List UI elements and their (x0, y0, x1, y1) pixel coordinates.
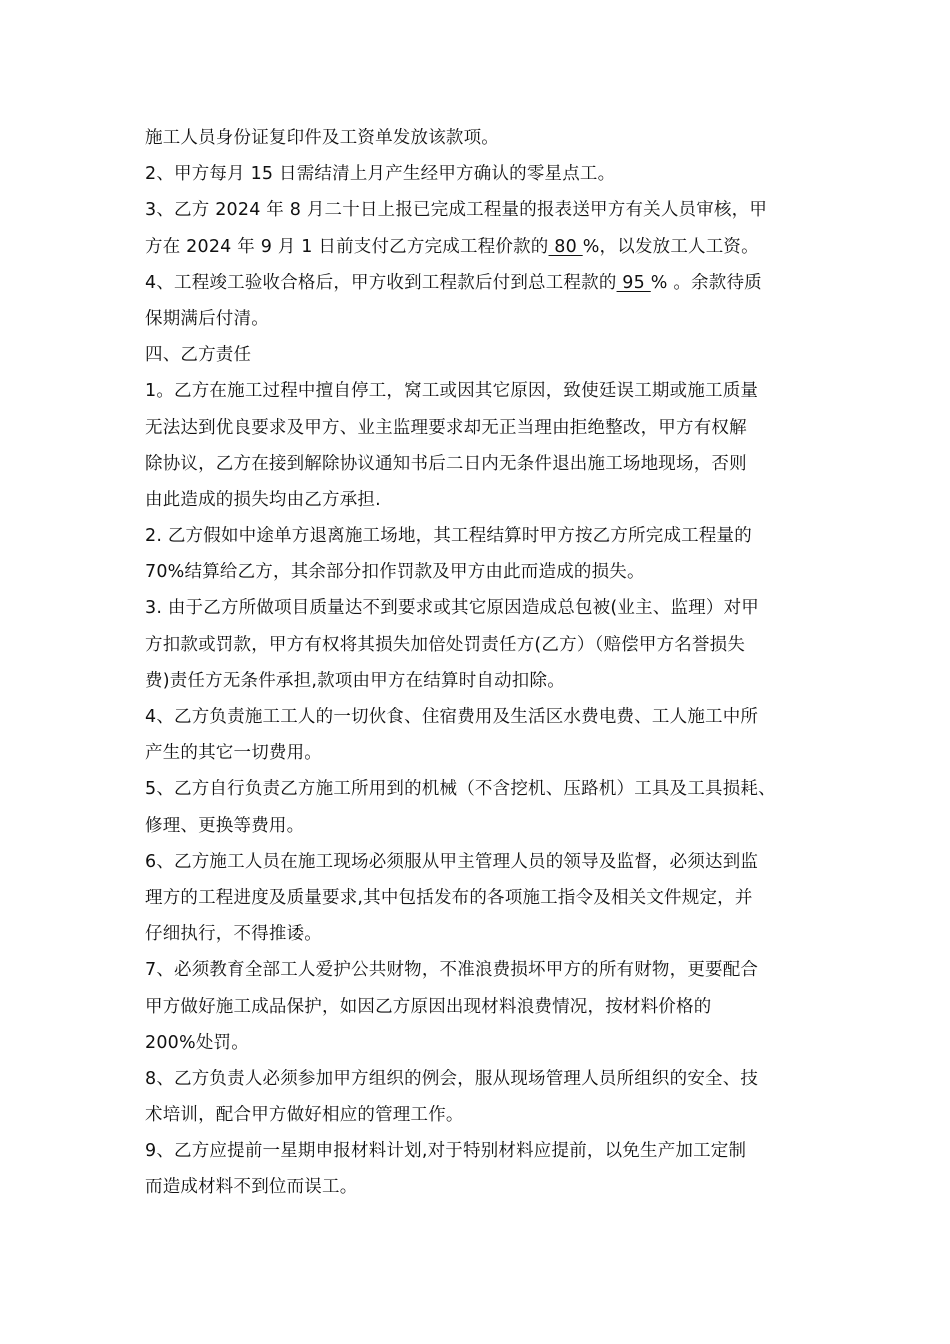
text-line (145, 265, 825, 301)
text-line (145, 663, 825, 699)
text-line (145, 880, 825, 916)
text-segment: 4、乙方负责施工工人的一切伙食、住宿费用及生活区水费电费、工人施工中所 (145, 707, 759, 727)
text-line (145, 916, 825, 952)
text-line (145, 482, 825, 518)
text-segment: 70%结算给乙方，其余部分扣作罚款及甲方由此而造成的损失。 (145, 562, 645, 583)
text-line (145, 554, 825, 590)
text-line (145, 301, 825, 337)
underlined-value: 95 (616, 272, 651, 293)
text-segment: 方扣款或罚款，甲方有权将其损失加倍处罚责任方(乙方）（赔偿甲方名誉损失 (145, 634, 746, 655)
text-line (145, 808, 825, 844)
text-segment: 方在 2024 年 9 月 1 日前支付乙方完成工程价款的 (145, 236, 549, 257)
text-segment: 1。乙方在施工过程中擅自停工，窝工或因其它原因，致使廷误工期或施工质量 (145, 381, 759, 402)
text-segment: 术培训，配合甲方做好相应的管理工作。 (145, 1105, 464, 1126)
text-segment: 7、必须教育全部工人爱护公共财物，不准浪费损坏甲方的所有财物，更要配合 (145, 960, 759, 981)
text-segment: 3. 由于乙方所做项目质量达不到要求或其它原因造成总包被(业主、监理）对甲 (145, 598, 759, 619)
text-line (145, 410, 825, 446)
text-segment: 2、甲方每月 15 日需结清上月产生经甲方确认的零星点工。 (145, 164, 616, 185)
text-line (145, 192, 825, 228)
text-segment: 四、乙方责任 (145, 345, 252, 366)
text-segment: 仔细执行，不得推诿。 (145, 924, 322, 945)
text-segment: % 。余款待质 (650, 272, 762, 293)
text-segment: 保期满后付清。 (145, 308, 269, 329)
text-line (145, 771, 825, 807)
text-line (145, 518, 825, 554)
text-line (145, 952, 825, 988)
text-line (145, 1025, 825, 1061)
text-segment: 4、工程竣工验收合格后，甲方收到工程款后付到总工程款的 (145, 272, 617, 293)
underlined-value: 80 (548, 236, 583, 257)
text-segment: 理方的工程进度及质量要求,其中包括发布的各项施工指令及相关文件规定，并 (145, 887, 753, 908)
text-line (145, 699, 825, 735)
text-segment: 由此造成的损失均由乙方承担. (145, 489, 381, 510)
text-segment: 费)责任方无条件承担,款项由甲方在结算时自动扣除。 (145, 670, 565, 691)
text-segment: 9、乙方应提前一星期申报材料计划,对于特别材料应提前，以免生产加工定制 (145, 1141, 747, 1162)
text-line (145, 446, 825, 482)
text-line (145, 120, 825, 156)
text-line (145, 373, 825, 409)
text-line (145, 590, 825, 626)
text-segment: 而造成材料不到位而误工。 (145, 1177, 358, 1198)
text-line (145, 1061, 825, 1097)
text-line (145, 337, 825, 373)
document-body (145, 120, 825, 1206)
text-segment: %，以发放工人工资。 (582, 236, 759, 257)
text-segment: 产生的其它一切费用。 (145, 743, 322, 764)
text-segment: 5、乙方自行负责乙方施工所用到的机械（不含挖机、压路机）工具及工具损耗、 (145, 779, 776, 800)
text-line (145, 1133, 825, 1169)
text-line (145, 844, 825, 880)
text-segment: 8、乙方负责人必须参加甲方组织的例会，服从现场管理人员所组织的安全、技 (145, 1068, 759, 1089)
text-segment: 甲方做好施工成品保护，如因乙方原因出现材料浪费情况，按材料价格的 (145, 996, 712, 1017)
text-segment: 3、乙方 2024 年 8 月二十日上报已完成工程量的报表送甲方有关人员审核，甲 (145, 200, 768, 221)
text-line (145, 735, 825, 771)
text-segment: 修理、更换等费用。 (145, 815, 305, 836)
text-segment: 6、乙方施工人员在施工现场必须服从甲主管理人员的领导及监督，必须达到监 (145, 851, 759, 872)
text-segment: 无法达到优良要求及甲方、业主监理要求却无正当理由拒绝整改，甲方有权解 (145, 417, 747, 438)
text-line (145, 1097, 825, 1133)
text-line (145, 156, 825, 192)
text-line (145, 627, 825, 663)
text-segment: 2. 乙方假如中途单方退离施工场地，其工程结算时甲方按乙方所完成工程量的 (145, 526, 752, 547)
text-line (145, 229, 825, 265)
text-line (145, 1169, 825, 1205)
text-segment: 200%处罚。 (145, 1032, 249, 1053)
text-segment: 施工人员身份证复印件及工资单发放该款项。 (145, 128, 499, 148)
text-segment: 除协议，乙方在接到解除协议通知书后二日内无条件退出施工场地现场，否则 (145, 453, 747, 474)
text-line (145, 989, 825, 1025)
